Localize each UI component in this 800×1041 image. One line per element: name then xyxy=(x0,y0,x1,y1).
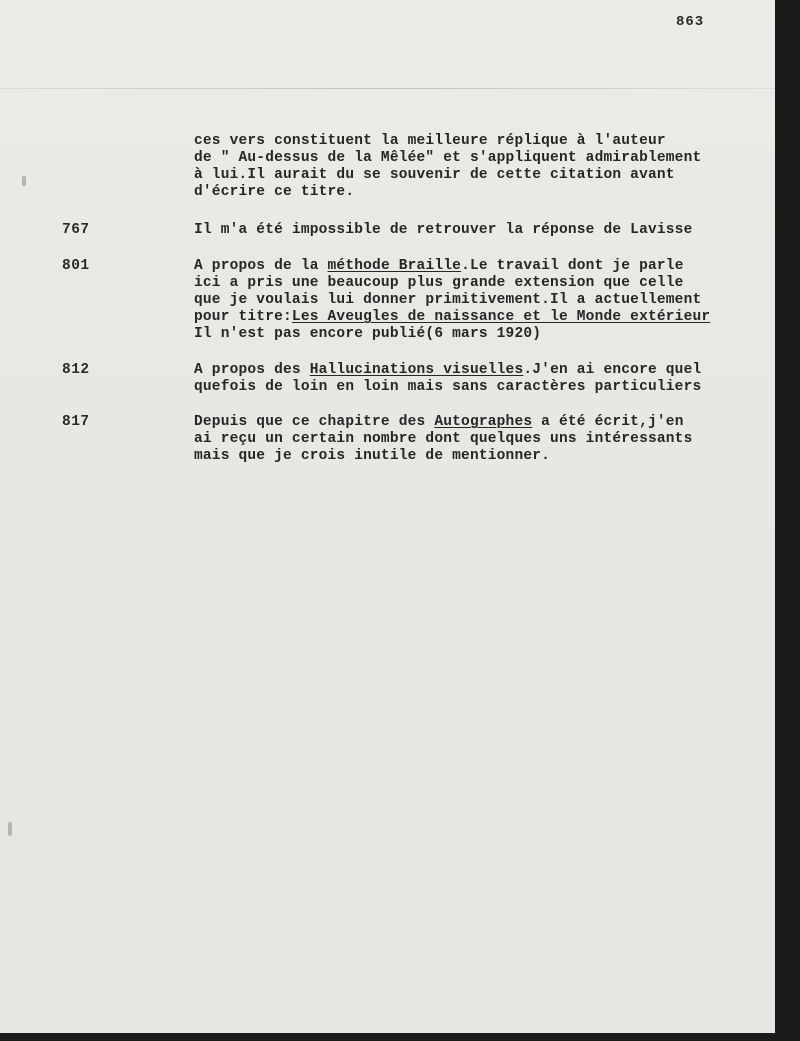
note-paragraph xyxy=(194,222,774,239)
text-run: A propos des xyxy=(194,362,310,378)
text-run: que je voulais lui donner primitivement.Il a actuellement xyxy=(194,292,702,308)
paper-speck xyxy=(22,176,26,186)
note-number: 817 xyxy=(62,414,90,430)
text-run: mais que je crois inutile de mentionner. xyxy=(194,448,551,464)
text-line xyxy=(194,448,774,465)
text-line xyxy=(194,133,774,150)
text-line xyxy=(194,431,774,448)
text-run: pour titre: xyxy=(194,309,292,325)
text-run: Il n'est pas encore publié(6 mars 1920) xyxy=(194,326,542,342)
text-line xyxy=(194,150,774,167)
text-line xyxy=(194,326,774,343)
note-number: 801 xyxy=(62,258,90,274)
text-line xyxy=(194,414,774,431)
scan-border xyxy=(775,0,800,1033)
text-run: a été écrit,j'en xyxy=(532,414,684,430)
text-run: d'écrire ce titre. xyxy=(194,184,355,200)
page-fold-line xyxy=(0,88,775,89)
continuation-paragraph xyxy=(194,133,774,201)
note-paragraph xyxy=(194,414,774,465)
paper-speck xyxy=(8,822,12,836)
text-run: Depuis que ce chapitre des xyxy=(194,414,435,430)
underlined-title: Les Aveugles de naissance et le Monde extérieur xyxy=(291,309,711,325)
text-run: quefois de loin en loin mais sans caractères particuliers xyxy=(194,379,702,395)
text-run: .J'en ai encore quel xyxy=(523,362,702,378)
underlined-title: méthode Braille xyxy=(327,258,462,274)
text-line xyxy=(194,222,774,239)
text-run: Il m'a été impossible de retrouver la réponse de Lavisse xyxy=(194,222,693,238)
text-run: A propos de la xyxy=(194,258,328,274)
underlined-title: Hallucinations visuelles xyxy=(309,362,524,378)
text-line xyxy=(194,362,774,379)
underlined-title: Autographes xyxy=(434,414,533,430)
text-run: .Le travail dont je parle xyxy=(461,258,684,274)
text-line xyxy=(194,292,774,309)
text-line xyxy=(194,184,774,201)
text-run: à lui.Il aurait du se souvenir de cette citation avant xyxy=(194,167,675,183)
text-line xyxy=(194,309,774,326)
note-paragraph xyxy=(194,362,774,396)
text-line xyxy=(194,379,774,396)
page-number: 863 xyxy=(676,14,705,30)
text-line xyxy=(194,258,774,275)
text-run: ces vers constituent la meilleure réplique à l'auteur xyxy=(194,133,666,149)
text-run: ai reçu un certain nombre dont quelques uns intéressants xyxy=(194,431,693,447)
text-run: de " Au-dessus de la Mêlée" et s'appliquent admirablement xyxy=(194,150,702,166)
text-line xyxy=(194,167,774,184)
note-number: 812 xyxy=(62,362,90,378)
note-number: 767 xyxy=(62,222,90,238)
note-paragraph xyxy=(194,258,774,343)
text-line xyxy=(194,275,774,292)
text-run: ici a pris une beaucoup plus grande extension que celle xyxy=(194,275,684,291)
